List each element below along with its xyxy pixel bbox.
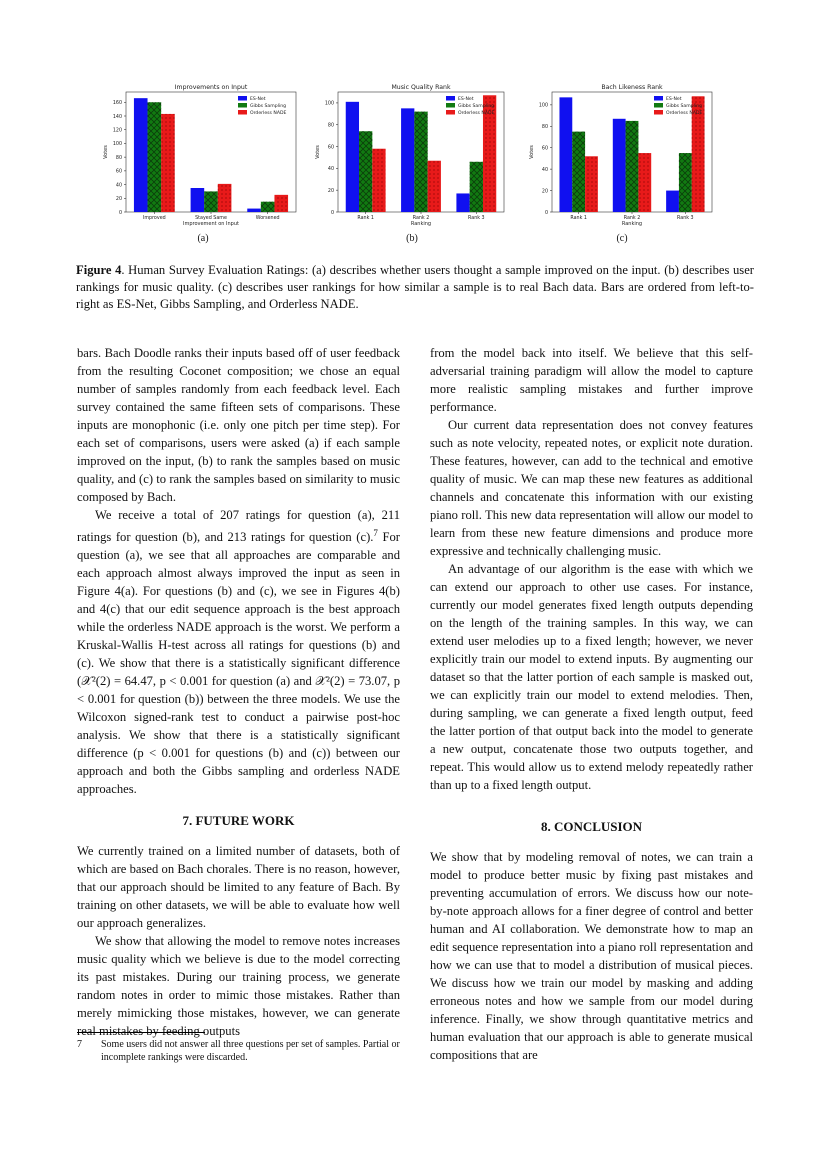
y-axis-label: Votes xyxy=(103,145,109,159)
subfigure-label-b: (b) xyxy=(406,233,418,244)
bar-es-net xyxy=(191,188,205,212)
legend-swatch xyxy=(654,103,663,108)
footnote-ref[interactable]: 7 xyxy=(373,528,378,538)
footnote-text: Some users did not answer all three questions per set of samples. Partial or incomplete rankings were discarded. xyxy=(101,1039,400,1063)
legend-label: Orderless NADE xyxy=(458,111,495,117)
bar-es-net xyxy=(559,97,572,212)
legend-label: Gibbs Sampling xyxy=(250,104,287,110)
paragraph-text: For question (a), we see that all approaches are comparable and each approach almost always improved the input as seen in Figure 4(a). For questions (b) and (c), we see in Figures 4(b) and 4(c) that our edit sequence approach is the best approach while the orderless NADE approach is the worst. We perform a Kruskal-Wallis H-test across all ratings for questions (b) and (c). We show that there is a statistically significant difference (𝒳²(2) = 64.47, p < 0.001 for question (a) and 𝒳²(2) = 73.07, p < 0.001 for question (b)) between the three models. We use the Wilcoxon signed-rank test to conduct a pairwise post-hoc analysis. We show that there is a statistically significant difference (p < 0.001 for questions (b) and (c)) between our approach and both the Gibbs sampling and orderless NADE approaches. xyxy=(77,530,400,797)
legend-swatch xyxy=(446,103,455,108)
paragraph: bars. Bach Doodle ranks their inputs based off of user feedback from the resulting Coconet composition; we chose an equal number of samples randomly from each feedback level. Each survey contained the same fifteen sets of comparisons. These inputs are monophonic (i.e. only one pitch per time step). For each set of comparisons, users were asked (a) if each sample improved on the input, (b) to rank the samples based on music quality, and (c) to rank the samples based on similarity to music composed by Bach. xyxy=(77,346,400,504)
right-column xyxy=(430,344,753,1064)
paragraph: We show that allowing the model to remove notes increases music quality which we believe is due to the model correcting its past mistakes. During our training process, we generate random notes in order to mimic those mistakes. Rather than merely mimicking those mistakes, however, we can generate real mistakes by feeding outputs xyxy=(77,934,400,1039)
x-tick-label: Rank 1 xyxy=(570,216,587,221)
bar-es-net xyxy=(456,193,469,212)
footnote-rule xyxy=(77,1032,205,1033)
paragraph xyxy=(77,506,400,798)
legend-label: ES-Net xyxy=(666,97,682,103)
x-tick-label: Worsened xyxy=(255,216,280,221)
bar-hatch xyxy=(626,121,639,212)
figure-caption xyxy=(76,262,754,313)
legend-swatch xyxy=(238,110,247,115)
bar-hatch xyxy=(148,102,162,212)
legend-swatch xyxy=(654,96,663,101)
bar-hatch xyxy=(161,114,175,212)
paragraph: from the model back into itself. We believe that this self-adversarial training paradigm will allow the model to capture more realistic sampling mistakes and further improve performance. xyxy=(430,346,753,414)
y-tick-label: 160 xyxy=(112,101,122,107)
y-tick-label: 40 xyxy=(115,183,122,189)
paragraph: We show that by modeling removal of notes, we can train a model to produce better music by fixing past mistakes and preventing accumulation of errors. We discuss how our note-by-note approach allows for a finer degree of control and better human and AI collaboration. We demonstrate how to map an edit sequence representation into a piano roll representation and how we can use that to model a distribution of musical pieces. We discuss how we train our model by masking and adding erroneous notes and how we sample from our model during inference. Finally, we show through quantitative metrics and human evaluation that our approach is able to generate musical compositions that are xyxy=(430,850,753,1062)
y-tick-label: 0 xyxy=(544,210,548,216)
footnote-number: 7 xyxy=(77,1039,82,1050)
x-tick-label: Rank 2 xyxy=(412,216,430,221)
y-tick-label: 60 xyxy=(115,169,122,175)
legend-swatch xyxy=(238,103,247,108)
legend-swatch xyxy=(654,110,663,115)
legend-label: Orderless NADE xyxy=(250,111,287,117)
y-tick-label: 60 xyxy=(541,146,548,152)
bar-hatch xyxy=(218,184,232,212)
paragraph: Our current data representation does not convey features such as note velocity, repeated notes, or explicit note duration. These features, however, can add to the technical and emotive quality of music. We can map these new features as additional channels and concatenate this information with our existing piano roll. This new data representation will allow our model to learn from these new feature dimensions and produce more expressive and technically challenging music. xyxy=(430,418,753,558)
y-tick-label: 20 xyxy=(327,188,334,194)
bar-hatch xyxy=(585,156,598,212)
section-heading: 7. FUTURE WORK xyxy=(182,813,295,829)
y-tick-label: 20 xyxy=(115,197,122,203)
bar-es-net xyxy=(247,209,261,212)
bar-hatch xyxy=(274,195,288,212)
bar-es-net xyxy=(134,98,148,212)
y-tick-label: 20 xyxy=(541,189,548,195)
bar-es-net xyxy=(613,119,626,212)
legend-swatch xyxy=(446,110,455,115)
y-axis-label: Votes xyxy=(315,145,321,159)
paragraph: An advantage of our algorithm is the ease with which we can extend our approach to other use cases. For instance, currently our model generates fixed length outputs depending on the length of the training samples. In this way, we can extend user melodies up to a fixed length; however, we never explicitly train our model to extend inputs. By augmenting our dataset so that the latter portion of each sample is masked out, we can explicitly train our model to extend melodies. Then, during sampling, we can generate a fixed length output, feed the latter portion of that output back into the model to generate a new output, concatenate those two outputs together, and repeat. This would allow us to extend melody repeatedly rather than up to a fixed length output. xyxy=(430,562,753,792)
x-tick-label: Stayed Same xyxy=(195,216,227,221)
y-tick-label: 80 xyxy=(327,123,334,129)
section-heading: 8. CONCLUSION xyxy=(540,819,643,834)
chart-title: Improvements on Input xyxy=(174,84,248,91)
y-tick-label: 100 xyxy=(538,103,548,109)
x-tick-label: Rank 3 xyxy=(677,216,694,221)
legend-swatch xyxy=(238,96,247,101)
chart-bach-likeness-rank xyxy=(526,80,716,228)
x-axis-label: Ranking xyxy=(410,221,432,227)
bar-hatch xyxy=(638,153,651,212)
chart-title: Bach Likeness Rank xyxy=(601,84,663,91)
legend-label: Gibbs Sampling xyxy=(458,104,495,110)
x-axis-label: Ranking xyxy=(621,221,643,227)
x-axis-label: Improvement on Input xyxy=(183,221,239,227)
bar-es-net xyxy=(666,191,679,212)
y-tick-label: 100 xyxy=(324,101,334,107)
bar-hatch xyxy=(261,202,275,212)
paragraph-text: We receive a total of 207 ratings for question (a), 211 ratings for question (b), and 213 ratings for question (c). xyxy=(77,508,400,545)
bar-hatch xyxy=(204,191,218,212)
legend-label: Orderless NADE xyxy=(666,111,703,117)
chart-improvements-on-input xyxy=(100,80,300,228)
subfigure-label-a: (a) xyxy=(197,233,209,244)
bar-hatch xyxy=(572,132,585,212)
legend-label: ES-Net xyxy=(458,97,474,103)
left-column xyxy=(77,344,400,1040)
y-tick-label: 100 xyxy=(112,142,122,148)
y-tick-label: 0 xyxy=(118,210,122,216)
caption-label: Figure 4 xyxy=(76,263,122,277)
legend-swatch xyxy=(446,96,455,101)
chart-music-quality-rank xyxy=(312,80,508,228)
chart-title: Music Quality Rank xyxy=(391,84,451,91)
y-tick-label: 60 xyxy=(327,145,334,151)
bar-hatch xyxy=(428,161,441,212)
legend-label: ES-Net xyxy=(250,97,266,103)
paragraph: We currently trained on a limited number of datasets, both of which are based on Bach chorales. There is no reason, however, that our approach should be limited to any feature of Bach. By training on other datasets, we will be able to evaluate how well our approach generalizes. xyxy=(77,844,400,931)
subfigure-label-c: (c) xyxy=(616,233,628,244)
bar-hatch xyxy=(470,162,483,212)
bar-hatch xyxy=(679,153,692,212)
bar-hatch xyxy=(372,149,385,212)
bar-hatch xyxy=(414,112,427,212)
x-tick-label: Rank 2 xyxy=(623,216,641,221)
x-tick-label: Rank 1 xyxy=(357,216,374,221)
caption-text: . Human Survey Evaluation Ratings: (a) describes whether users thought a sample improved on the input. (b) describes user rankings for music quality. (c) describes user rankings for how similar a sample is to real Bach data. Bars are ordered from left-to-right as ES-Net, Gibbs Sampling, and Orderless NADE. xyxy=(76,263,754,311)
y-tick-label: 80 xyxy=(541,125,548,131)
y-tick-label: 0 xyxy=(330,210,334,216)
x-tick-label: Rank 3 xyxy=(468,216,485,221)
x-tick-label: Improved xyxy=(142,216,166,221)
bar-es-net xyxy=(346,102,359,212)
y-tick-label: 80 xyxy=(115,155,122,161)
y-tick-label: 40 xyxy=(327,167,334,173)
y-tick-label: 40 xyxy=(541,167,548,173)
y-axis-label: Votes xyxy=(529,145,535,159)
bar-es-net xyxy=(401,108,414,212)
y-tick-label: 140 xyxy=(112,114,122,120)
bar-hatch xyxy=(359,131,372,212)
y-tick-label: 120 xyxy=(112,128,122,134)
legend-label: Gibbs Sampling xyxy=(666,104,703,110)
